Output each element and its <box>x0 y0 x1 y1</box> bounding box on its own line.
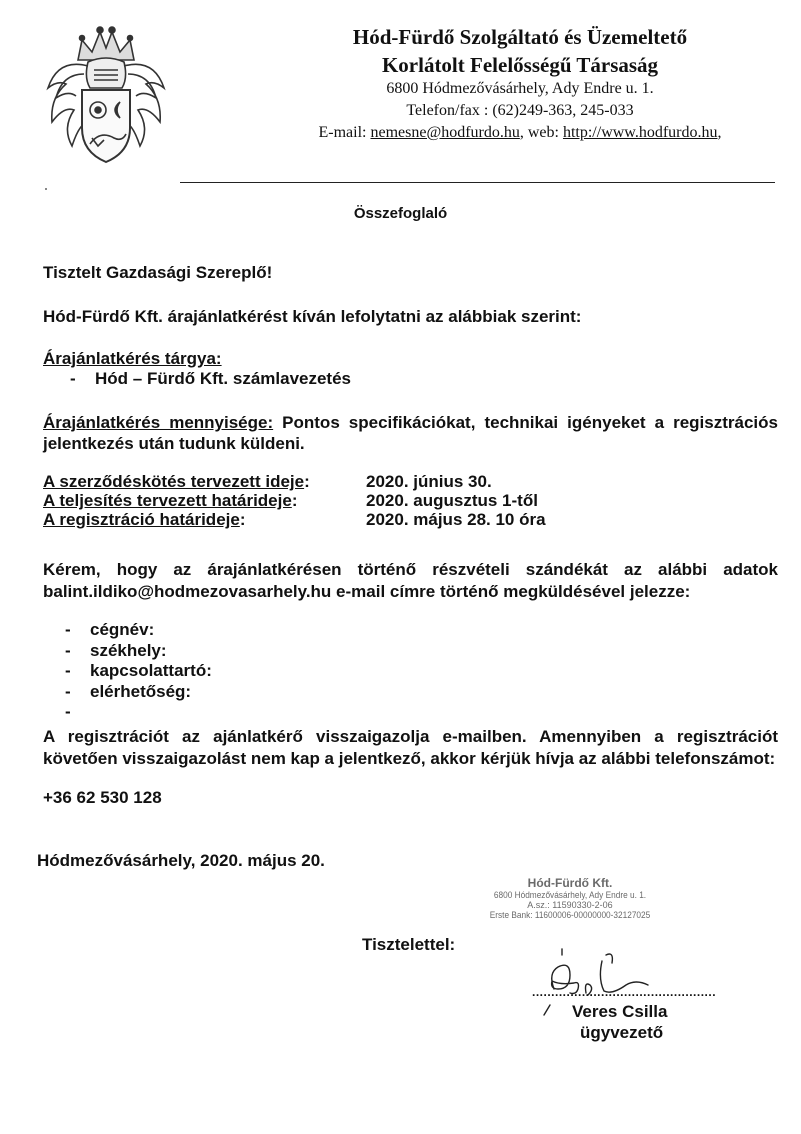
schedule-row <box>43 472 778 491</box>
list-item <box>65 661 212 682</box>
stamp-line: 6800 Hódmezővásárhely, Ady Endre u. 1. <box>493 890 647 900</box>
request-paragraph: Kérem, hogy az árajánlatkérésen történő részvételi szándékát az alábbi adatok balint.ildiko@hodmezovasarhely.hu e-mail címre történő megküldésével jelezze: <box>43 560 778 601</box>
quantity-text: Pontos specifikációkat, technikai igényeket a regisztrációs jelentkezés után tudunk küldeni. <box>43 413 778 453</box>
salutation: Tisztelt Gazdasági Szereplő! <box>43 263 273 282</box>
list-item <box>65 641 212 662</box>
company-name-line1: Hód-Fürdő Szolgáltató és Üzemeltető <box>352 25 688 49</box>
stamp-line: Erste Bank: 11600006-00000000-32127025 <box>489 910 651 920</box>
required-fields-list <box>65 620 212 721</box>
company-name-line2: Korlátolt Felelősségű Társaság <box>381 53 659 77</box>
list-dash: - <box>65 620 71 639</box>
list-item <box>65 620 212 641</box>
schedule-colon: : <box>291 491 298 510</box>
closing-text: Tisztelettel: <box>362 935 456 954</box>
company-contact-line <box>270 124 770 142</box>
schedule-label: A teljesítés tervezett határideje <box>43 491 292 510</box>
phone-number: +36 62 530 128 <box>43 788 162 807</box>
list-item-text: székhely: <box>90 640 167 660</box>
stamp-line: A.sz.: 11590330-2-06 <box>527 900 613 910</box>
subject-label: Árajánlatkérés tárgya: <box>43 349 222 368</box>
web-link[interactable]: http://www.hodfurdo.hu <box>562 124 718 141</box>
list-dash: - <box>65 681 71 701</box>
company-phone: Telefon/fax : (62)249-363, 245-033 <box>406 102 634 119</box>
list-dash: - <box>65 640 71 660</box>
scan-speck <box>45 188 47 190</box>
signer-name: Veres Csilla <box>572 1002 668 1021</box>
schedule-table <box>43 472 778 529</box>
web-prefix: , web: <box>519 124 563 141</box>
subject-dash: - <box>70 369 76 388</box>
list-item-text: kapcsolattartó: <box>90 661 212 680</box>
schedule-colon: : <box>239 510 246 529</box>
web-suffix: , <box>717 124 722 141</box>
quantity-label: Árajánlatkérés mennyisége: <box>43 413 274 432</box>
document-title: Összefoglaló <box>353 205 448 222</box>
list-item <box>65 702 212 721</box>
company-address: 6800 Hódmezővásárhely, Ady Endre u. 1. <box>386 80 654 97</box>
list-item-text: elérhetőség: <box>90 681 192 701</box>
email-link[interactable]: nemesne@hodfurdo.hu <box>370 124 520 141</box>
list-item-text: cégnév: <box>90 620 155 639</box>
header-divider <box>180 182 775 183</box>
intro-text: Hód-Fürdő Kft. árajánlatkérést kíván lefolytatni az alábbiak szerint: <box>43 307 582 326</box>
schedule-value: 2020. június 30. <box>366 472 492 491</box>
schedule-row <box>43 510 778 529</box>
list-dash: - <box>65 702 71 721</box>
subject-text: Hód – Fürdő Kft. számlavezetés <box>95 369 352 388</box>
date-line: Hódmezővásárhely, 2020. május 20. <box>37 851 325 870</box>
schedule-value: 2020. május 28. 10 óra <box>366 510 546 529</box>
signer-title: ügyvezető <box>580 1023 664 1042</box>
schedule-colon: : <box>304 472 310 491</box>
coat-of-arms-logo <box>38 18 173 168</box>
list-item <box>65 682 212 703</box>
schedule-label: A szerződéskötés tervezett ideje <box>43 472 305 491</box>
schedule-label: A regisztráció határideje <box>43 510 240 529</box>
list-dash: - <box>65 661 71 680</box>
company-stamp <box>470 876 670 920</box>
schedule-row <box>43 491 778 510</box>
schedule-value: 2020. augusztus 1-től <box>366 491 538 510</box>
subject-item <box>70 369 351 389</box>
confirmation-paragraph: A regisztrációt az ajánlatkérő visszaigazolja e-mailben. Amennyiben a regisztrációt követően visszaigazolást nem kap a jelentkező, akkor kérjük hívja az alábbi telefonszámot: <box>43 727 778 768</box>
stamp-line: Hód-Fürdő Kft. <box>527 876 613 890</box>
email-prefix: E-mail: <box>318 124 371 141</box>
quantity-paragraph <box>43 412 778 454</box>
signature-line: ................................................ <box>532 985 717 999</box>
